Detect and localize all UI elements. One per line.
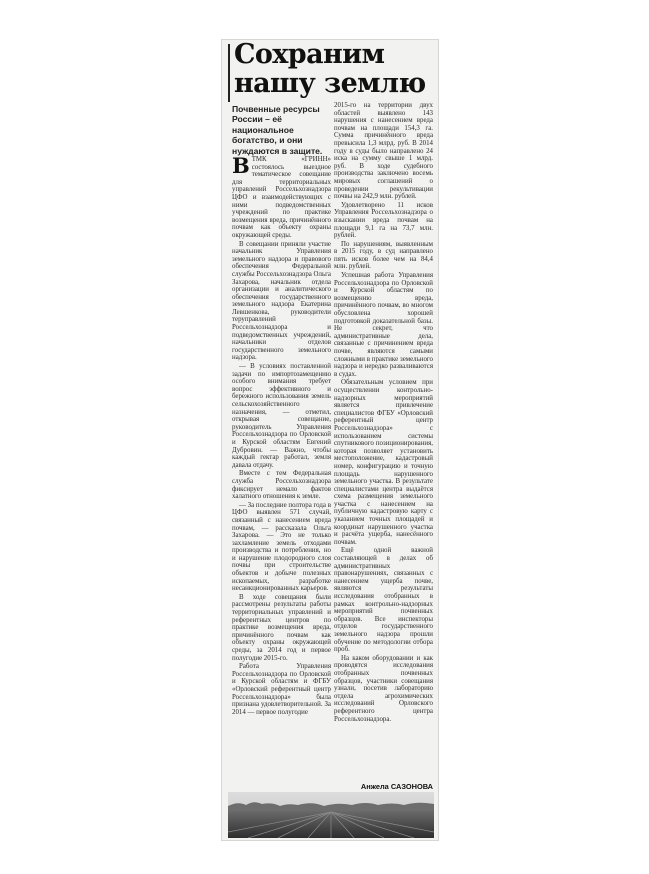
paragraph: Удовлетворено 11 исков Управления Россельхознадзора о взыскании вреда почвам на площади 9,1 га на 73,7 млн. рублей.: [334, 201, 433, 240]
paragraph-text: ТМК «ГРИНН» состоялось выездное тематическое совещание для территориальных управлений Россельхознадзора ЦФО и взаимодействующих с ними подведомственных учреждений по практике возмещения вреда, причинённого почвам как объекту охраны окружающей среды.: [232, 156, 331, 239]
drop-cap: В: [232, 153, 250, 178]
article-title: [234, 40, 434, 98]
paragraph: В ходе совещания были рассмотрены результаты работы территориальных управлений и референтных центров по практике возмещения вреда, причинённого почвам как объекту охраны окружающей среды, за 2014 год и первое полугодие 2015-го.: [232, 593, 331, 662]
column-1: [232, 153, 331, 717]
article-author: Анжела САЗОНОВА: [360, 782, 433, 791]
paragraph: На каком оборудовании и как проводятся исследования отобранных почвенных образцов, участники совещания узнали, посетив лабораторию отдела агрохимических исследований Орловского референтного центра Россельхознадзора.: [334, 654, 433, 723]
paragraph: Обязательным условием при осуществлении контрольно-надзорных мероприятий является привлечение специалистов ФГБУ «Орловский референтный центр Россельхознадзора» с использованием системы спутникового позиционирования, которая позволяет установить местоположение, кадастровый номер, конфигурацию и точную площадь нарушенного земельного участка. В результате специалистами центра выдаётся схема размещения земельного участка с нанесением на публичную кадастровую карту с указанием точных площадей и координат нарушенного участка и расчёта ущерба, нанесённого почвам.: [334, 379, 433, 546]
paragraph: В совещании приняли участие начальник Управления земельного надзора и правового обеспечения Федеральной службы Россельхознадзора Ольга Захарова, начальник отдела организации и аналитического обеспечения государственного земельного надзора Екатерина Левшенкова, руководители терупрaвлений Россельхознадзора и подведомственных учреждений, начальники отделов государственного земельного надзора.: [232, 240, 331, 362]
newspaper-clipping: [222, 40, 438, 840]
title-line-2: нашу землю: [234, 68, 426, 99]
title-rule: [228, 44, 230, 102]
paragraph: По нарушениям, выявленным в 2015 году, в суд направлено пять исков более чем на 84,4 млн. рублей.: [334, 240, 433, 271]
column-2: [334, 102, 433, 724]
article-lead: Почвенные ресурсы России – её национальное богатство, и они нуждаются в защите.: [232, 104, 323, 156]
paragraph: — В условиях поставленной задачи по импортозамещению особого внимания требует вопрос эффективного и бережного использования земель сельскохозяйственного назначения, — отметил, открывая совещание, руководитель Управления Россельхознадзора по Орловской и Курской областям Евгений Дубровин. — Важно, чтобы каждый гектар работал, земля давала отдачу.: [232, 363, 331, 469]
paragraph: Вместе с тем Федеральная служба Россельхознадзора фиксирует немало фактов халатного отношения к земле.: [232, 470, 331, 501]
paragraph: 2015-го на территории двух областей выявлено 143 нарушения с нанесением вреда почвам на площади 154,3 га. Сумма причинённого вреда превысила 1,3 млрд. руб. В 2014 году в суды было направлено 24 иска на сумму свыше 1 млрд. руб. В ходе судебного производства заключено восемь мировых соглашений о проведении рекультивации почвы на 242,9 млн. рублей.: [334, 102, 433, 201]
paragraph: Успешная работа Управления Россельхознадзора по Орловской и Курской областям по возмещению вреда, причинённого почвам, во многом обусловлена хорошей подготовкой доказательной базы. Не секрет, что административные дела, связанные с причинением вреда почве, являются самыми сложными в практике земельного надзора и нередко разваливаются в судах.: [334, 272, 433, 378]
paragraph: [232, 153, 331, 240]
field-photo: [228, 792, 434, 838]
title-line-1: Сохраним: [234, 39, 385, 70]
paragraph: — За последние полтора года в ЦФО выявлен 571 случай, связанный с нанесением вреда почвам, — рассказала Ольга Захарова. — Это не только захламление земель отходами производства и потребления, но и нарушение плодородного слоя почвы при строительстве объектов и добыче полезных ископаемых, разработке несанкционированных карьеров.: [232, 501, 331, 593]
paragraph: Работа Управления Россельхознадзора по Орловской и Курской областям и ФГБУ «Орловский референтный центр Россельхознадзора» была признана удовлетворительной. За 2014 — первое полугодие: [232, 663, 331, 716]
paragraph: Ещё одной важной составляющей в делах об административных правонарушениях, связанных с нанесением ущерба почве, являются результаты исследования отобранных в рамках контрольно-надзорных мероприятий почвенных образцов. Все инспекторы отделов государственного земельного надзора прошли обучение по методологии отбора проб.: [334, 547, 433, 654]
